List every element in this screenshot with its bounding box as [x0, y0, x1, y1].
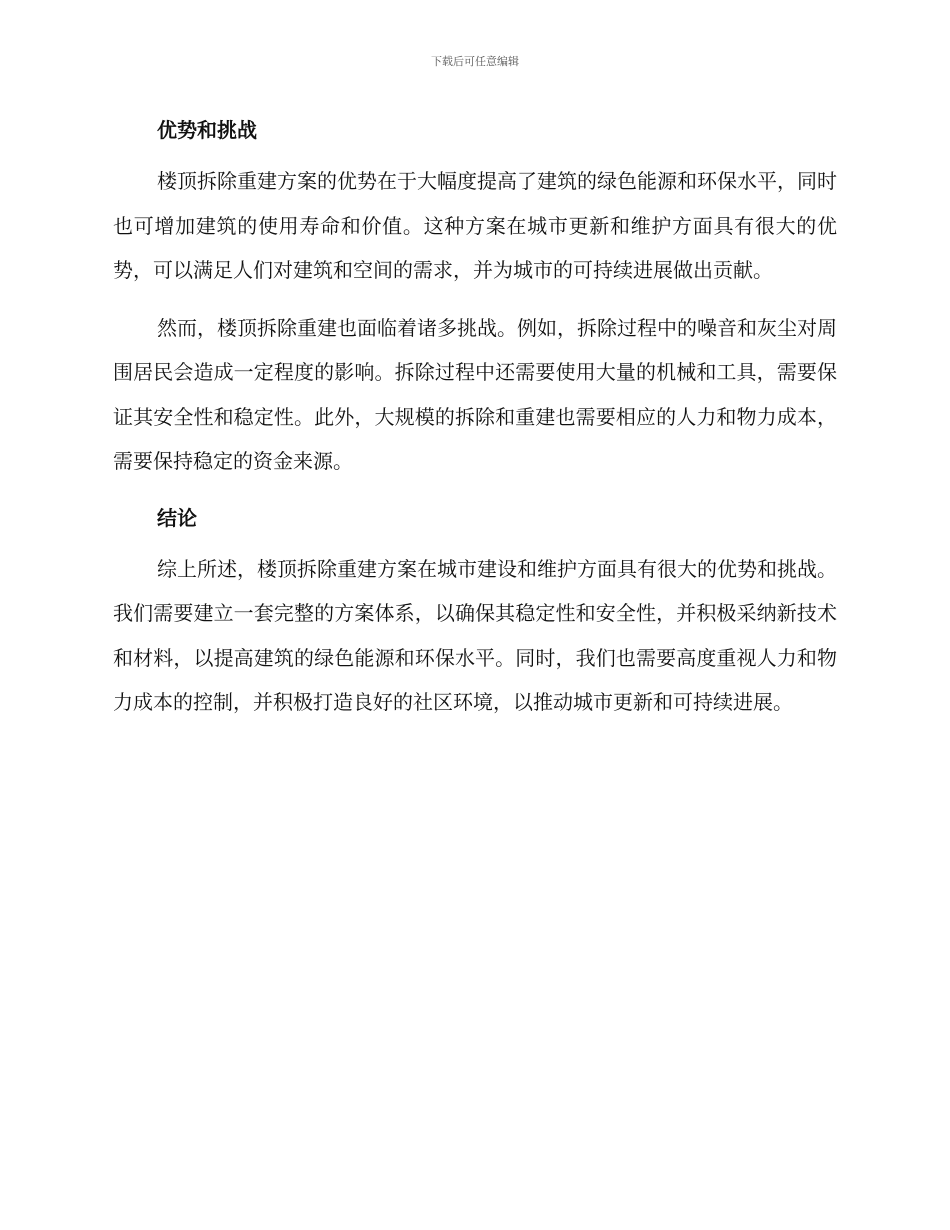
- section-conclusion: [113, 497, 837, 725]
- section-advantages-challenges: [113, 109, 837, 484]
- paragraph: 综上所述，楼顶拆除重建方案在城市建设和维护方面具有很大的优势和挑战。我们需要建立一套完整的方案体系，以确保其稳定性和安全性，并积极采纳新技术和材料，以提高建筑的绿色能源和环保水平。同时，我们也需要高度重视人力和物力成本的控制，并积极打造良好的社区环境，以推动城市更新和可持续进展。: [113, 556, 837, 714]
- section-heading: 结论: [157, 505, 197, 530]
- section-heading: 优势和挑战: [157, 118, 257, 142]
- document-body: [113, 109, 837, 738]
- paragraph: 然而，楼顶拆除重建也面临着诸多挑战。例如，拆除过程中的噪音和灰尘对周围居民会造成一定程度的影响。拆除过程中还需要使用大量的机械和工具，需要保证其安全性和稳定性。此外，大规模的拆除和重建也需要相应的人力和物力成本，需要保持稳定的资金来源。: [113, 315, 837, 473]
- paragraph: 楼顶拆除重建方案的优势在于大幅度提高了建筑的绿色能源和环保水平，同时也可增加建筑的使用寿命和价值。这种方案在城市更新和维护方面具有很大的优势，可以满足人们对建筑和空间的需求，并为城市的可持续进展做出贡献。: [113, 169, 837, 282]
- page-header: 下载后可任意编辑: [431, 55, 519, 68]
